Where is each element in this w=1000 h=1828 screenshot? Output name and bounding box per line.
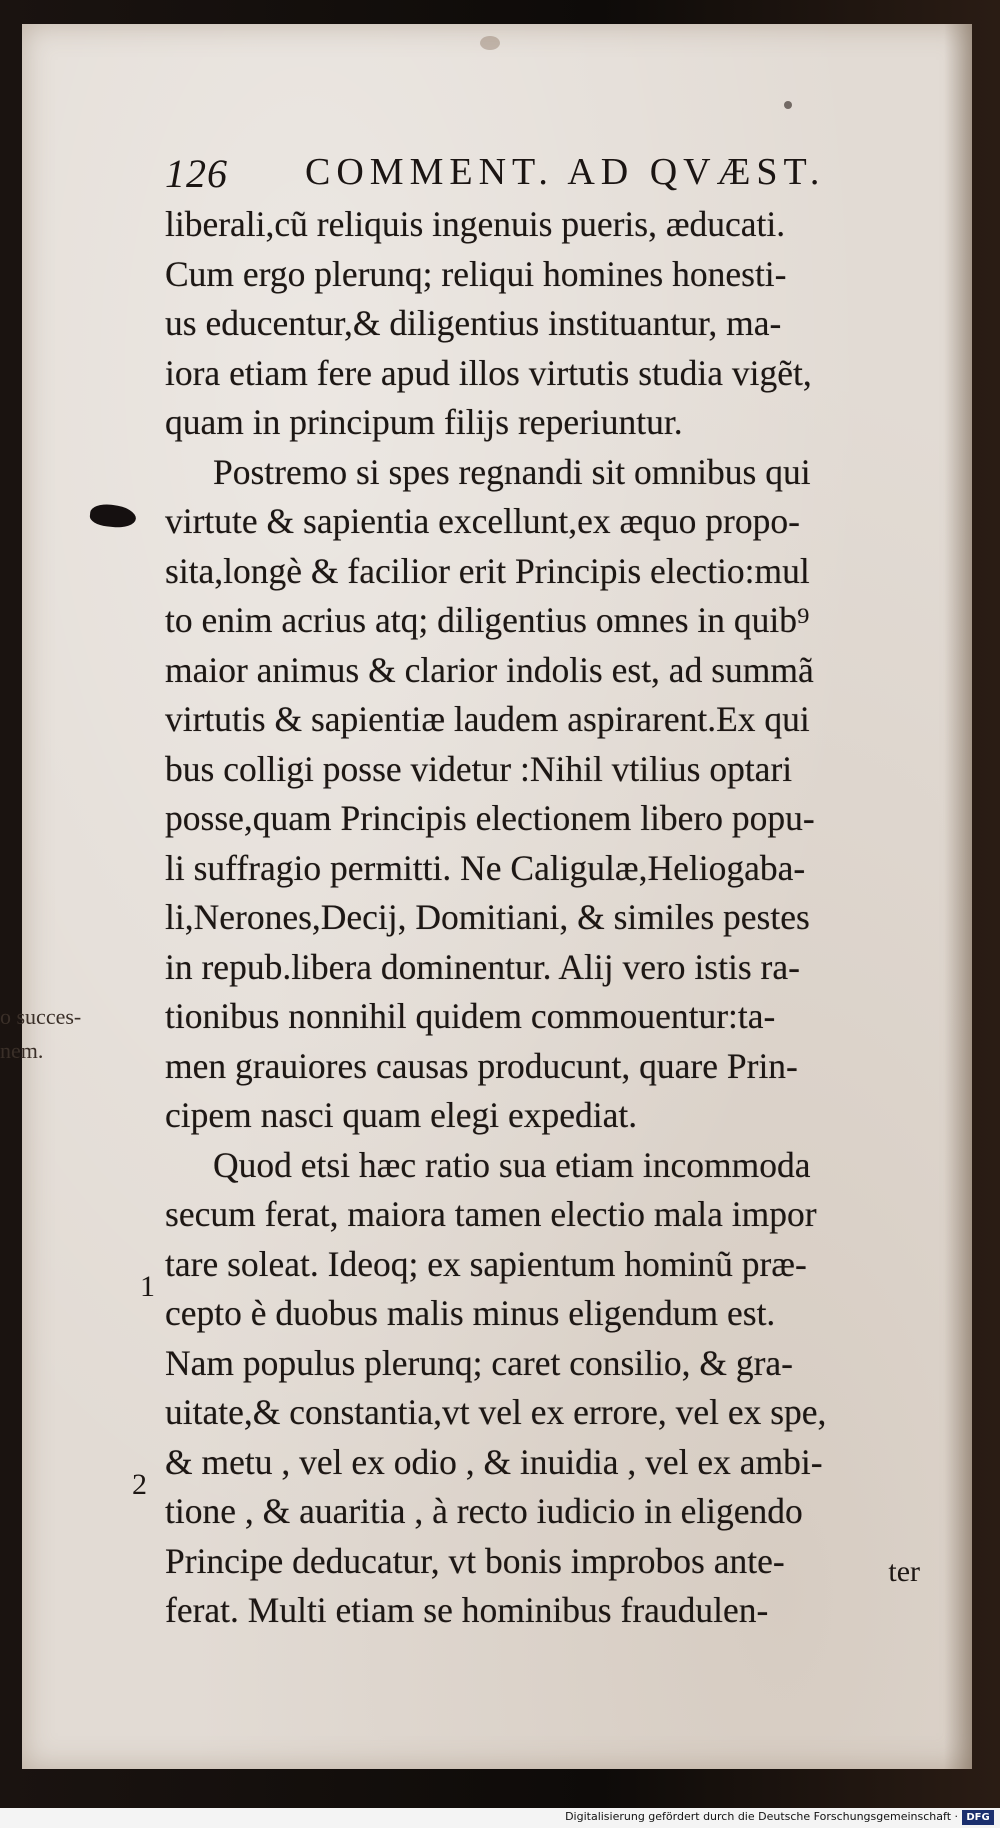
text-line: to enim acrius atq; diligentius omnes in quib⁹	[165, 600, 810, 640]
text-line: quam in principum filijs reperiuntur.	[165, 402, 683, 442]
marginal-note-line: o succes-	[0, 1004, 82, 1029]
running-header	[165, 150, 905, 200]
text-line: maior animus & clarior indolis est, ad summã	[165, 649, 814, 690]
text-line: Cum ergo plerunq; reliqui homines honesti-	[165, 253, 787, 294]
text-line: in repub.libera dominentur. Alij vero istis ra-	[165, 946, 800, 987]
text-line: virtute & sapientia excellunt,ex æquo propo-	[165, 501, 800, 541]
text-line: ferat. Multi etiam se hominibus fraudulen-	[165, 1590, 769, 1630]
text-line: cepto è duobus malis minus eligendum est.	[165, 1293, 776, 1333]
text-line: cipem nasci quam elegi expediat.	[165, 1095, 638, 1135]
text-line: uitate,& constantia,vt vel ex errore, vel ex spe,	[165, 1392, 827, 1432]
text-line: tione , & auaritia , à recto iudicio in eligendo	[165, 1491, 803, 1531]
text-line: tare soleat. Ideoq; ex sapientum hominũ præ-	[165, 1243, 807, 1284]
text-line: Nam populus plerunq; caret consilio, & gra-	[165, 1342, 793, 1383]
text-line: sita,longè & facilior erit Principis electio:mul	[165, 550, 810, 591]
paragraph-start-line: Postremo si spes regnandi sit omnibus qui	[213, 451, 811, 492]
page-edge-shadow	[944, 24, 972, 1769]
text-line: posse,quam Principis electionem libero popu-	[165, 798, 815, 838]
dfg-logo: DFG	[962, 1810, 994, 1825]
marginal-note-line: nem.	[0, 1038, 44, 1063]
ink-stain	[784, 101, 792, 109]
text-line: virtutis & sapientiæ laudem aspirarent.Ex qui	[165, 699, 810, 739]
running-head-title: COMMENT. AD QVÆST.	[305, 151, 826, 193]
marginal-number: 1	[140, 1270, 155, 1303]
page-number: 126	[165, 151, 228, 196]
text-line: secum ferat, maiora tamen electio mala impor	[165, 1194, 817, 1234]
paragraph-start-line: Quod etsi hæc ratio sua etiam incommoda	[213, 1144, 811, 1185]
text-line: iora etiam fere apud illos virtutis studia vigẽt,	[165, 352, 812, 393]
digitization-credit: Digitalisierung gefördert durch die Deutsche Forschungsgemeinschaft ·	[565, 1810, 958, 1823]
text-line: us educentur,& diligentius instituantur, ma-	[165, 303, 782, 343]
text-line: tionibus nonnihil quidem commouentur:ta-	[165, 996, 776, 1036]
text-line: & metu , vel ex odio , & inuidia , vel ex ambi-	[165, 1441, 823, 1482]
main-text	[165, 200, 945, 1636]
text-line: li,Nerones,Decij, Domitiani, & similes pestes	[165, 897, 810, 937]
marginal-note	[0, 1000, 150, 1068]
text-line: Principe deducatur, vt bonis improbos ante-	[165, 1540, 785, 1581]
marginal-number: 2	[132, 1468, 147, 1501]
text-line: men grauiores causas producunt, quare Prin-	[165, 1045, 798, 1086]
text-line: li suffragio permitti. Ne Caligulæ,Heliogaba-	[165, 847, 806, 888]
ink-stain	[480, 36, 500, 50]
catchword: ter	[888, 1555, 920, 1588]
text-line: bus colligi posse videtur :Nihil vtilius optari	[165, 748, 793, 789]
text-line: liberali,cũ reliquis ingenuis pueris, æducati.	[165, 204, 786, 244]
